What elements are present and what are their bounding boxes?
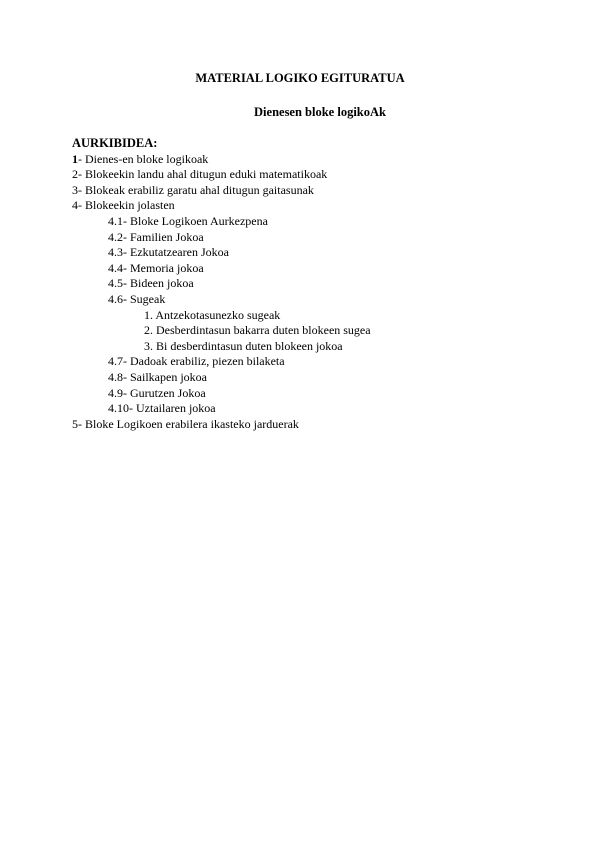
toc-item-4-6: 4.6- Sugeak (108, 291, 166, 306)
toc-subitem-4-6-2: 2. Desberdintasun bakarra duten blokeen sugea (144, 323, 371, 338)
toc-item-4-4: 4.4- Memoria jokoa (108, 260, 204, 275)
table-of-contents (72, 136, 542, 432)
toc-item-5: 5- Bloke Logikoen erabilera ikasteko jarduerak (72, 416, 299, 431)
toc-item-4-2: 4.2- Familien Jokoa (108, 229, 204, 244)
toc-subitem-4-6-1: 1. Antzekotasunezko sugeak (144, 307, 281, 322)
document-title: MATERIAL LOGIKO EGITURATUA (195, 71, 405, 85)
toc-item-4: 4- Blokeekin jolasten (72, 198, 175, 213)
document-subtitle: Dienesen bloke logikoAk (254, 105, 386, 119)
toc-item-3: 3- Blokeak erabiliz garatu ahal ditugun gaitasunak (72, 182, 314, 197)
toc-item-4-1: 4.1- Bloke Logikoen Aurkezpena (108, 213, 268, 228)
toc-item-1 (72, 152, 542, 168)
toc-item-4-7: 4.7- Dadoak erabiliz, piezen bilaketa (108, 354, 285, 369)
toc-item-2: 2- Blokeekin landu ahal ditugun eduki matematikoak (72, 167, 328, 182)
toc-item-1-number: 1 (72, 151, 78, 166)
toc-item-4-3: 4.3- Ezkutatzearen Jokoa (108, 245, 229, 260)
toc-subitem-4-6-3: 3. Bi desberdintasun duten blokeen jokoa (144, 338, 343, 353)
toc-item-4-10: 4.10- Uztailaren jokoa (108, 401, 216, 416)
toc-item-4-5: 4.5- Bideen jokoa (108, 276, 194, 291)
toc-heading: AURKIBIDEA: (72, 136, 158, 150)
toc-item-4-8: 4.8- Sailkapen jokoa (108, 369, 207, 384)
toc-item-4-9: 4.9- Gurutzen Jokoa (108, 385, 206, 400)
toc-item-1-text: - Dienes-en bloke logikoak (78, 151, 209, 166)
